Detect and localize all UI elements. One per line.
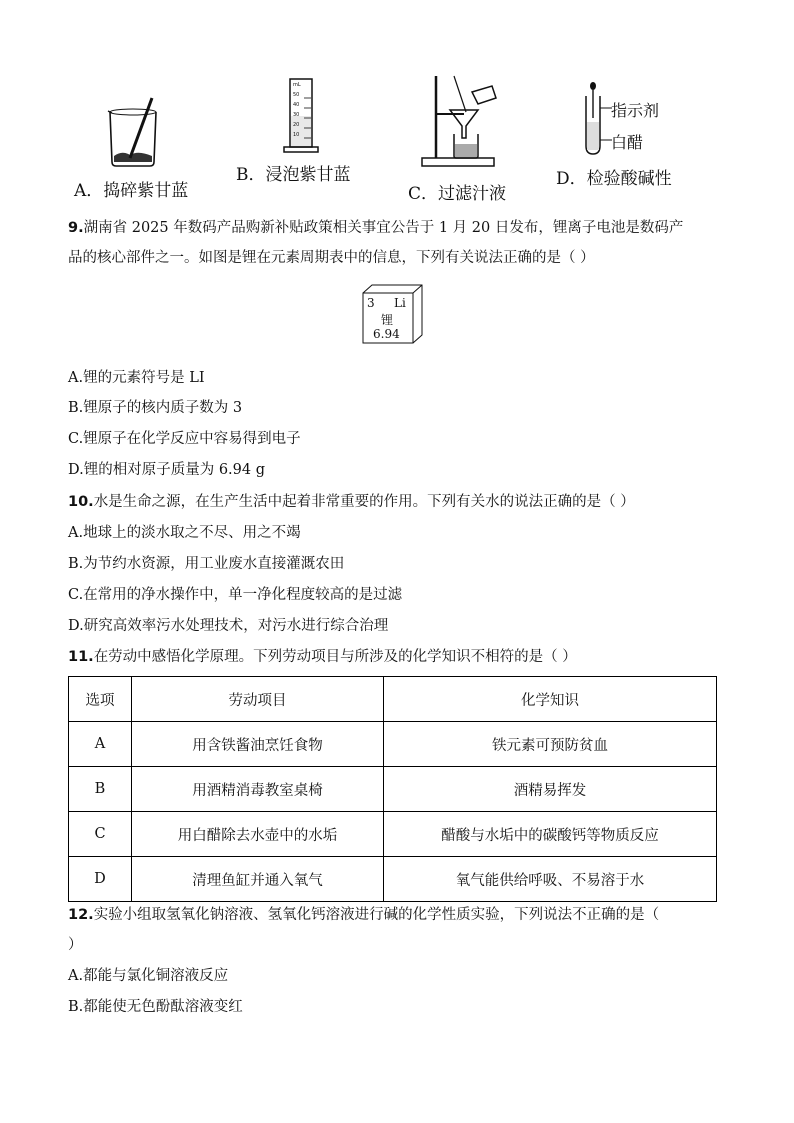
table-header-row xyxy=(69,677,717,722)
labor-knowledge-table xyxy=(68,676,717,902)
q9-number: 9. xyxy=(68,220,84,236)
header-option: 选项 xyxy=(69,677,132,722)
q10-number: 10. xyxy=(68,494,94,510)
cylinder-scale-label: 50 xyxy=(293,92,300,98)
row-labor: 用含铁酱油烹饪食物 xyxy=(132,722,384,767)
cylinder-scale-label: 20 xyxy=(293,122,300,128)
filtration-apparatus-figure xyxy=(420,72,500,172)
row-labor: 用白醋除去水壶中的水垢 xyxy=(132,812,384,857)
q10-option-c: C.在常用的净水操作中，单一净化程度较高的是过滤 xyxy=(68,587,403,603)
atomic-mass: 6.94 xyxy=(373,327,400,341)
header-labor: 劳动项目 xyxy=(132,677,384,722)
graduated-cylinder-figure xyxy=(282,76,322,156)
q9-option-b: B.锂原子的核内质子数为 3 xyxy=(68,400,243,416)
q11-stem: 11.在劳动中感悟化学原理。下列劳动项目与所涉及的化学知识不相符的是（ ） xyxy=(68,649,577,665)
atomic-number: 3 xyxy=(367,296,375,310)
row-option: A xyxy=(69,722,132,767)
q12-option-a: A.都能与氯化铜溶液反应 xyxy=(68,968,229,984)
row-labor: 用酒精消毒教室桌椅 xyxy=(132,767,384,812)
q12-stem-line2: ） xyxy=(68,937,83,953)
q9-option-d: D.锂的相对原子质量为 6.94 g xyxy=(68,462,266,478)
table-row xyxy=(69,722,717,767)
row-knowledge: 酒精易挥发 xyxy=(384,767,717,812)
caption-a: A．捣碎紫甘蓝 xyxy=(74,181,189,201)
row-knowledge: 醋酸与水垢中的碳酸钙等物质反应 xyxy=(384,812,717,857)
caption-b: B．浸泡紫甘蓝 xyxy=(236,165,351,185)
element-tile-lithium xyxy=(362,284,422,342)
q10-option-b: B.为节约水资源，用工业废水直接灌溉农田 xyxy=(68,556,345,572)
table-row xyxy=(69,812,717,857)
q10-option-a: A.地球上的淡水取之不尽、用之不竭 xyxy=(68,525,301,541)
cylinder-scale-label: 40 xyxy=(293,102,300,108)
row-knowledge: 铁元素可预防贫血 xyxy=(384,722,717,767)
q12-option-b: B.都能使无色酚酞溶液变红 xyxy=(68,999,243,1015)
q10-stem: 10.水是生命之源，在生产生活中起着非常重要的作用。下列有关水的说法正确的是（ ） xyxy=(68,494,635,510)
indicator-label: 指示剂 xyxy=(611,101,660,120)
row-labor: 清理鱼缸并通入氧气 xyxy=(132,857,384,902)
q9-stem-line2: 品的核心部件之一。如图是锂在元素周期表中的信息，下列有关说法正确的是（ ） xyxy=(68,250,595,266)
q9-option-a: A.锂的元素符号是 LI xyxy=(68,370,205,386)
table-row xyxy=(69,857,717,902)
q9-option-c: C.锂原子在化学反应中容易得到电子 xyxy=(68,431,301,447)
q12-stem-line1: 12.实验小组取氢氧化钠溶液、氢氧化钙溶液进行碱的化学性质实验，下列说法不正确的是（ xyxy=(68,907,660,923)
row-option: B xyxy=(69,767,132,812)
row-option: C xyxy=(69,812,132,857)
q9-stem-line1: 9.湖南省 2025 年数码产品购新补贴政策相关事宜公告于 1 月 20 日发布，锂离子电池是数码产 xyxy=(68,220,684,236)
header-knowledge: 化学知识 xyxy=(384,677,717,722)
cylinder-scale-label: 10 xyxy=(293,132,300,138)
q11-number: 11. xyxy=(68,649,94,665)
row-option: D xyxy=(69,857,132,902)
q10-option-d: D.研究高效率污水处理技术，对污水进行综合治理 xyxy=(68,618,389,634)
vinegar-label: 白醋 xyxy=(611,133,644,152)
cylinder-scale-label: 30 xyxy=(293,112,300,118)
table-row xyxy=(69,767,717,812)
beaker-crushing-figure xyxy=(100,92,170,172)
caption-c: C．过滤汁液 xyxy=(408,184,507,204)
element-symbol: Li xyxy=(394,296,406,310)
row-knowledge: 氧气能供给呼吸、不易溶于水 xyxy=(384,857,717,902)
q12-number: 12. xyxy=(68,907,94,923)
cylinder-scale-label: mL xyxy=(293,82,301,88)
caption-d: D．检验酸碱性 xyxy=(556,169,672,189)
element-name: 锂 xyxy=(381,313,394,327)
